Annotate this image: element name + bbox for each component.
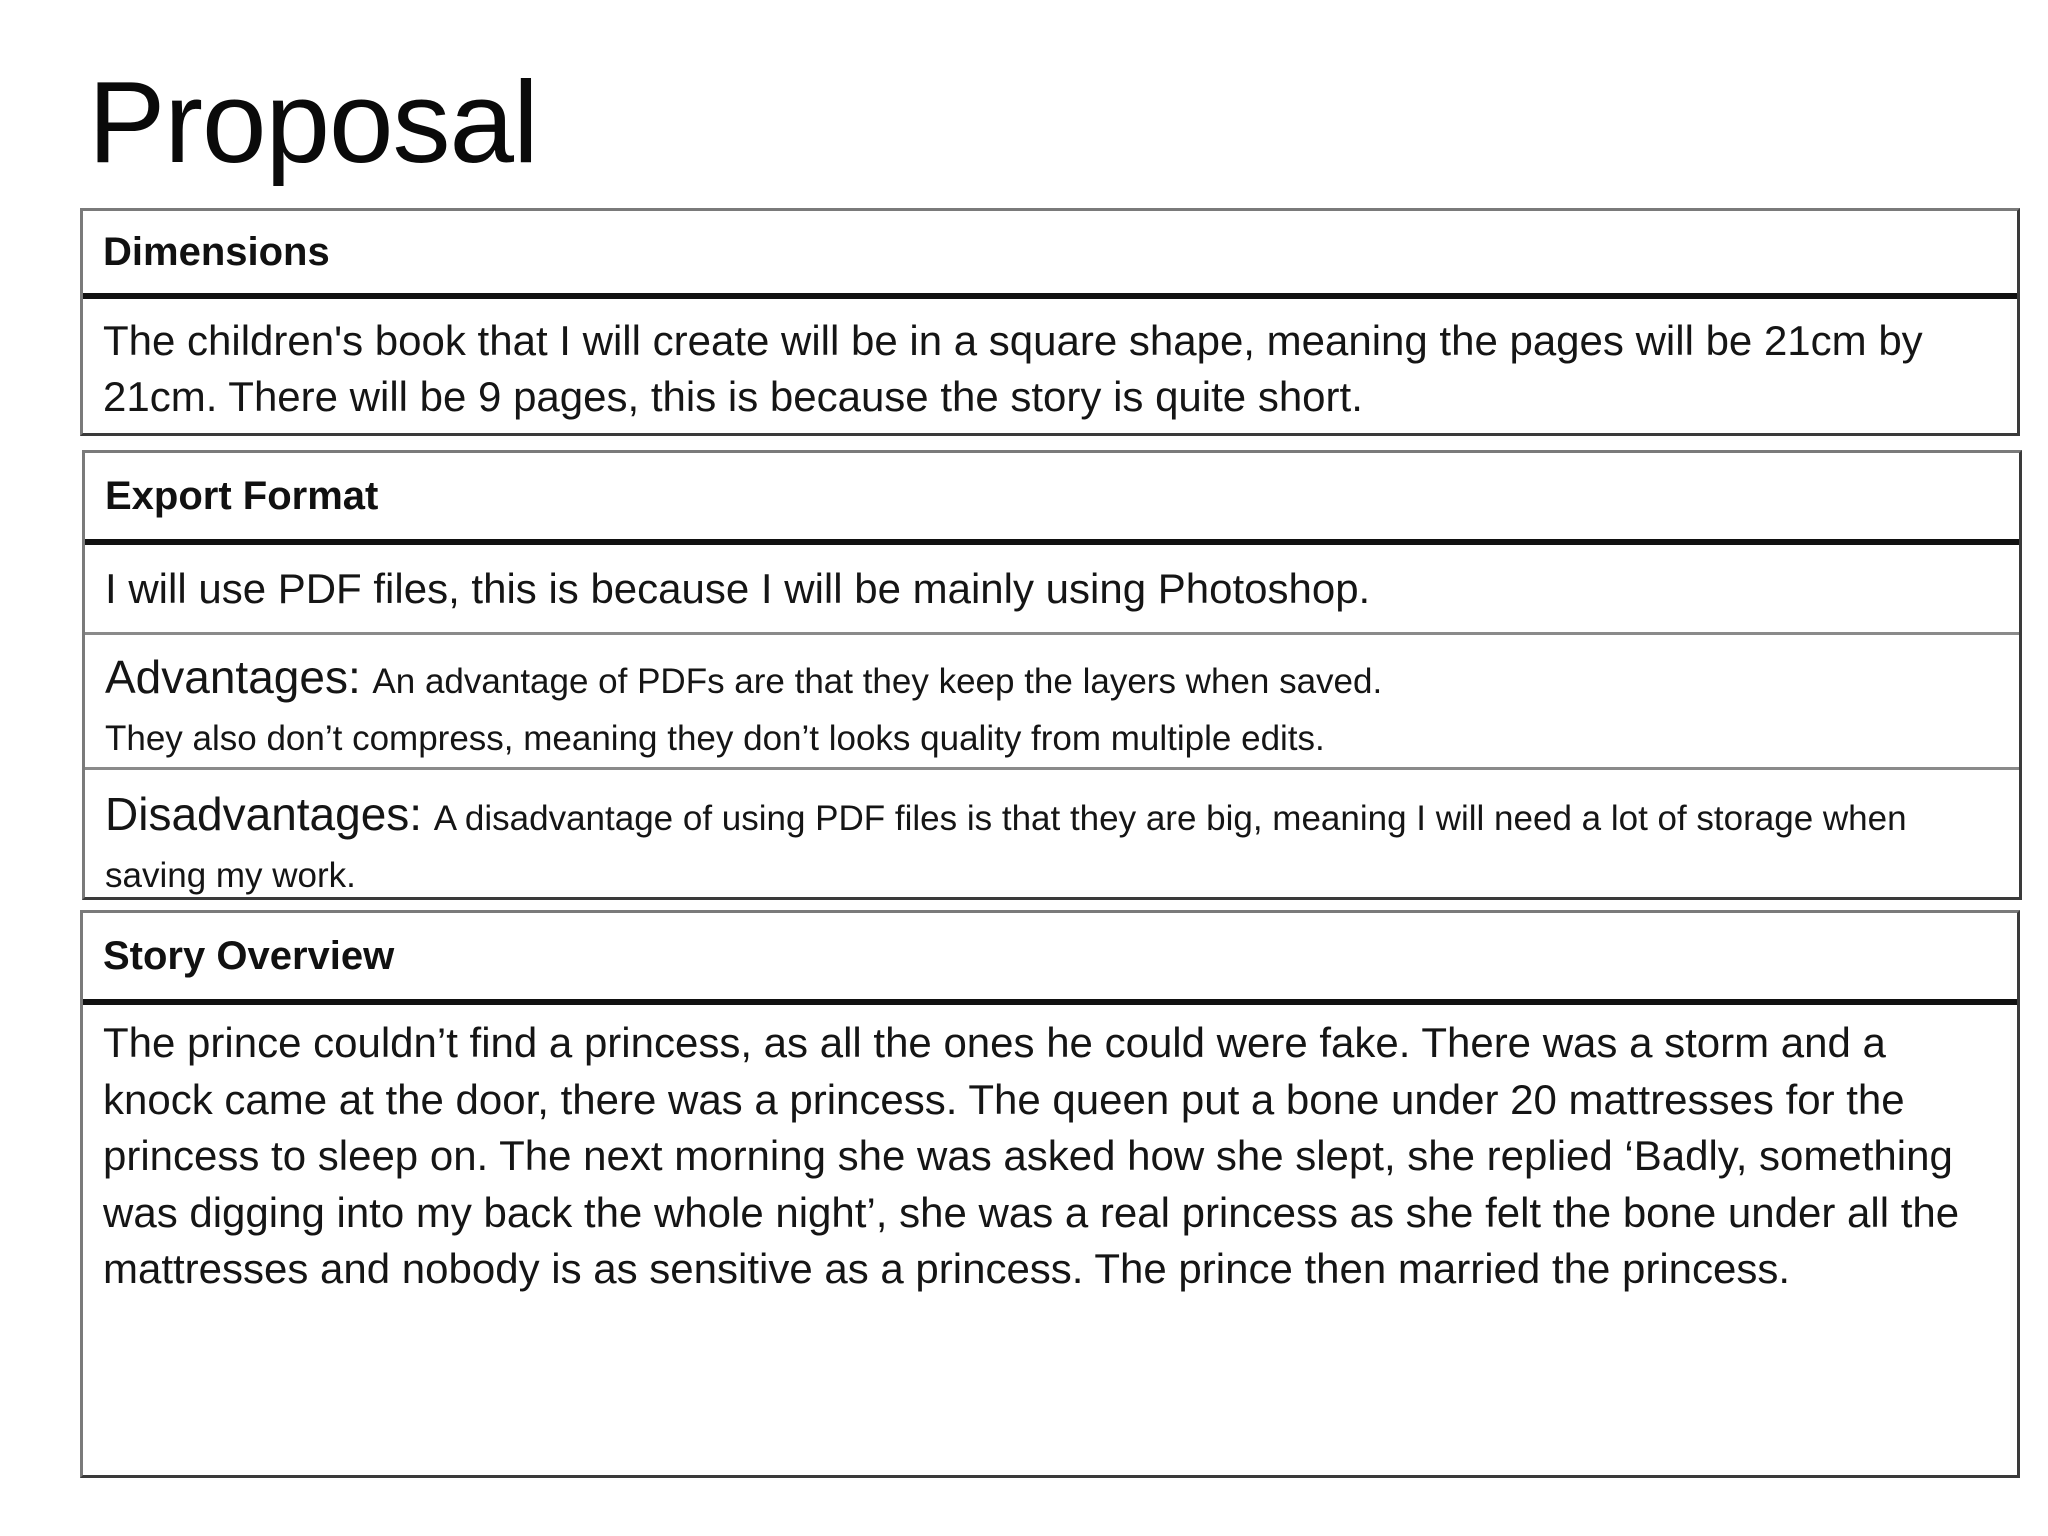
page-title: Proposal — [88, 57, 538, 187]
disadvantages-text: A disadvantage of using PDF files is that they are big, meaning I will need a lot of storage when saving my work. — [105, 799, 1907, 895]
advantages-label: Advantages: — [105, 651, 361, 703]
disadvantages-row — [85, 767, 2019, 897]
story-overview-section — [80, 910, 2020, 1478]
advantages-row — [85, 632, 2019, 767]
export-format-section — [82, 450, 2022, 900]
export-format-usage: I will use PDF files, this is because I will be mainly using Photoshop. — [105, 564, 1371, 612]
advantages-line-2: They also don’t compress, meaning they don’t looks quality from multiple edits. — [105, 719, 1325, 758]
story-overview-heading: Story Overview — [83, 913, 2017, 1005]
dimensions-body: The children's book that I will create will be in a square shape, meaning the pages will be 21cm by 21cm. There will be 9 pages, this is because the story is quite short. — [103, 317, 1923, 420]
export-format-heading: Export Format — [85, 453, 2019, 545]
dimensions-heading: Dimensions — [83, 211, 2017, 299]
story-overview-body: The prince couldn’t find a princess, as all the ones he could were fake. There was a storm and a knock came at the door, there was a princess. The queen put a bone under 20 mattresses for the princess to sleep on. The next morning she was asked how she slept, she replied ‘Badly, something was digging into my back the whole night’, she was a real princess as she felt the bone under all the mattresses and nobody is as sensitive as a princess. The prince then married the princess. — [103, 1019, 1960, 1292]
dimensions-section — [80, 208, 2020, 436]
disadvantages-label: Disadvantages: — [105, 788, 423, 840]
advantages-line-1: An advantage of PDFs are that they keep the layers when saved. — [372, 662, 1383, 701]
